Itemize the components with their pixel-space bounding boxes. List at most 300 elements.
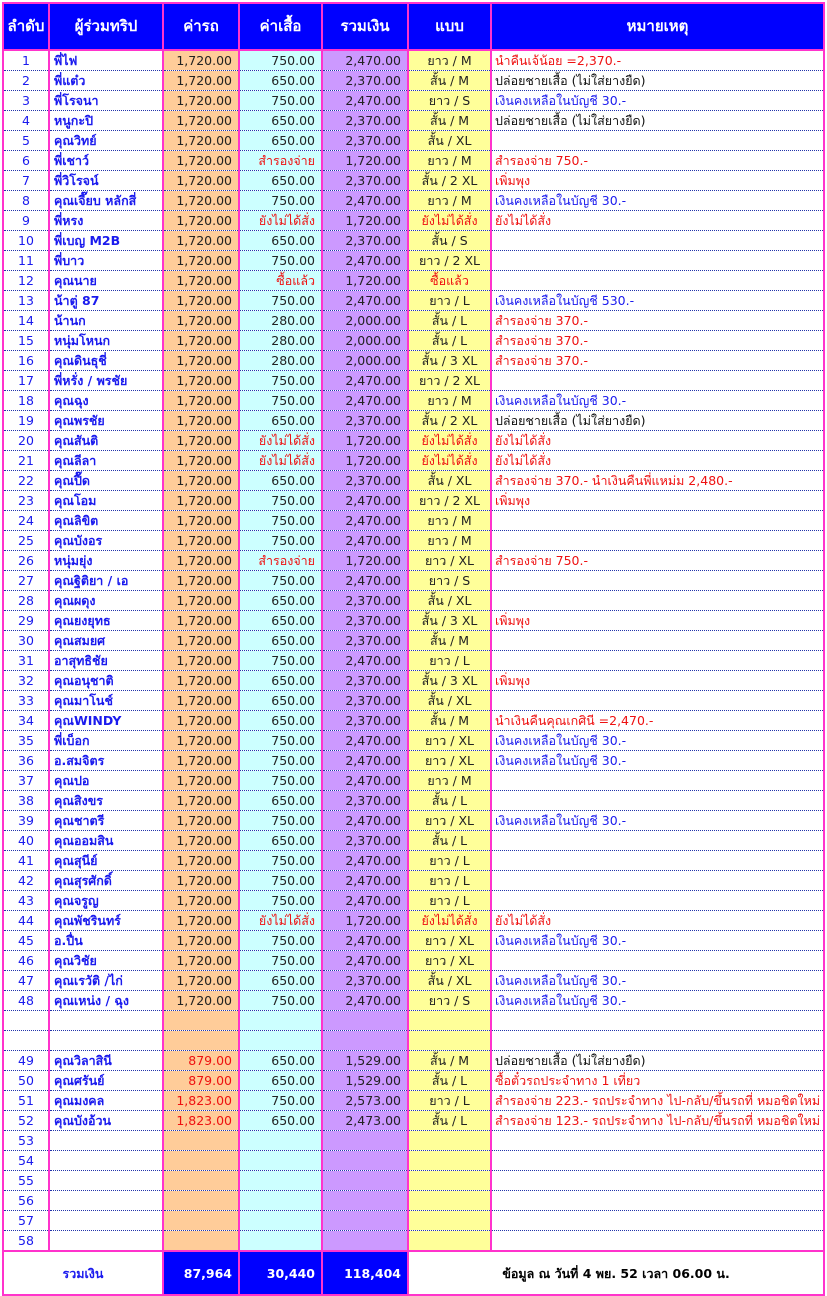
table-row [3,1131,824,1151]
row-shirt-fee: 750.00 [239,571,322,591]
row-note [491,651,824,671]
row-note: เงินคงเหลือในบัญชี 30.- [491,91,824,111]
row-shirt-fee: สำรองจ่าย [239,151,322,171]
row-note: ปล่อยชายเสื้อ (ไม่ใส่ยางยืด) [491,71,824,91]
table-row [3,991,824,1011]
row-note: ปล่อยชายเสื้อ (ไม่ใส่ยางยืด) [491,111,824,131]
table-row [3,391,824,411]
table-row [3,811,824,831]
table-row [3,851,824,871]
row-number: 3 [3,91,49,111]
row-shirt-fee: 650.00 [239,691,322,711]
row-shirt-fee: ซื้อแล้ว [239,271,322,291]
header-note: หมายเหตุ [491,3,824,50]
row-total: 1,720.00 [322,151,408,171]
row-number: 1 [3,50,49,71]
row-note: นำเงินคืนคุณเกศินี =2,470.- [491,711,824,731]
row-shirt-fee: 650.00 [239,631,322,651]
row-number: 33 [3,691,49,711]
row-name: พี่แต๋ว [49,71,163,91]
row-note: สำรองจ่าย 370.- [491,351,824,371]
row-shirt-fee: 650.00 [239,471,322,491]
row-car-fee: 1,720.00 [163,871,239,891]
row-shirt-fee: 750.00 [239,371,322,391]
row-type: ยาว / XL [408,811,491,831]
row-type: ยาว / 2 XL [408,491,491,511]
row-name [49,1171,163,1191]
row-total: 2,470.00 [322,531,408,551]
row-name: คุณบังอร [49,531,163,551]
row-number: 52 [3,1111,49,1131]
row-type [408,1131,491,1151]
row-car-fee: 1,720.00 [163,491,239,511]
row-note [491,1131,824,1151]
row-note: ซื้อตั๋วรถประจำทาง 1 เที่ยว [491,1071,824,1091]
row-note [491,251,824,271]
row-name: คุณโอม [49,491,163,511]
row-total: 2,370.00 [322,631,408,651]
row-shirt-fee: 750.00 [239,251,322,271]
row-type: สั้น / M [408,111,491,131]
row-car-fee [163,1031,239,1051]
table-row [3,911,824,931]
table-row [3,431,824,451]
row-total: 2,370.00 [322,711,408,731]
row-car-fee: 1,720.00 [163,351,239,371]
row-note: สำรองจ่าย 223.- รถประจำทาง ไป-กลับ/ขึ้นรถที่ หมอชิตใหม่ [491,1091,824,1111]
row-number: 29 [3,611,49,631]
row-car-fee: 1,720.00 [163,631,239,651]
row-total: 2,370.00 [322,671,408,691]
table-row [3,471,824,491]
row-note [491,571,824,591]
row-car-fee: 1,720.00 [163,291,239,311]
row-shirt-fee: สำรองจ่าย [239,551,322,571]
row-total: 2,470.00 [322,191,408,211]
row-total [322,1131,408,1151]
row-number: 57 [3,1211,49,1231]
table-row [3,711,824,731]
row-car-fee: 1,720.00 [163,251,239,271]
row-number: 20 [3,431,49,451]
table-row [3,171,824,191]
row-total [322,1211,408,1231]
table-row [3,511,824,531]
row-note [491,1031,824,1051]
table-row [3,531,824,551]
row-number: 38 [3,791,49,811]
row-car-fee: 1,720.00 [163,571,239,591]
row-number: 39 [3,811,49,831]
row-number: 9 [3,211,49,231]
table-row [3,271,824,291]
table-row [3,891,824,911]
row-total: 1,720.00 [322,271,408,291]
row-total: 2,470.00 [322,651,408,671]
row-total: 2,370.00 [322,611,408,631]
row-shirt-fee: 650.00 [239,831,322,851]
row-total [322,1231,408,1252]
row-shirt-fee: 650.00 [239,791,322,811]
row-total: 2,470.00 [322,771,408,791]
row-number: 54 [3,1151,49,1171]
table-row [3,1091,824,1111]
row-name: คุณลีลา [49,451,163,471]
row-total: 2,470.00 [322,811,408,831]
row-car-fee: 1,720.00 [163,91,239,111]
row-shirt-fee: ยังไม่ได้สั่ง [239,211,322,231]
row-type [408,1031,491,1051]
row-name: หนุ่มยุ่ง [49,551,163,571]
row-number [3,1011,49,1031]
row-name [49,1011,163,1031]
row-car-fee: 1,720.00 [163,371,239,391]
table-row [3,771,824,791]
row-shirt-fee: 750.00 [239,731,322,751]
row-type: ยาว / S [408,991,491,1011]
row-number: 31 [3,651,49,671]
row-type: ยังไม่ได้สั่ง [408,211,491,231]
row-number: 26 [3,551,49,571]
row-total: 2,370.00 [322,111,408,131]
row-type [408,1151,491,1171]
row-note: เงินคงเหลือในบัญชี 30.- [491,931,824,951]
row-total: 2,470.00 [322,891,408,911]
row-name [49,1131,163,1151]
table-row [3,871,824,891]
row-type: ยาว / XL [408,931,491,951]
row-total: 1,720.00 [322,911,408,931]
row-type: สั้น / 3 XL [408,351,491,371]
row-shirt-fee: 650.00 [239,111,322,131]
row-shirt-fee: 750.00 [239,871,322,891]
row-note: เงินคงเหลือในบัญชี 530.- [491,291,824,311]
row-name: น้าตู่ 87 [49,291,163,311]
table-row [3,491,824,511]
row-number: 41 [3,851,49,871]
row-car-fee: 1,720.00 [163,50,239,71]
row-name: หนุ่มโหนก [49,331,163,351]
row-name: คุณชาตรี [49,811,163,831]
table-row [3,71,824,91]
row-car-fee: 1,720.00 [163,591,239,611]
row-name: พี่เบญ M2B [49,231,163,251]
row-note [491,271,824,291]
row-name: น้านก [49,311,163,331]
row-name: คุณพัชรินทร์ [49,911,163,931]
row-name: คุณสุนีย์ [49,851,163,871]
row-number: 37 [3,771,49,791]
row-total: 2,470.00 [322,291,408,311]
row-total: 1,529.00 [322,1071,408,1091]
row-name: คุณปื๊ด [49,471,163,491]
row-shirt-fee: 280.00 [239,311,322,331]
row-shirt-fee: 750.00 [239,291,322,311]
row-car-fee: 1,720.00 [163,991,239,1011]
row-number: 5 [3,131,49,151]
row-total: 2,470.00 [322,50,408,71]
row-type: สั้น / M [408,71,491,91]
row-name: อ.สมจิตร [49,751,163,771]
row-car-fee [163,1151,239,1171]
row-note [491,231,824,251]
row-shirt-fee: 650.00 [239,611,322,631]
row-type: ยาว / S [408,91,491,111]
table-row [3,91,824,111]
table-row [3,631,824,651]
row-note: สำรองจ่าย 750.- [491,551,824,571]
row-car-fee: 1,720.00 [163,531,239,551]
row-note [491,1191,824,1211]
row-total: 2,573.00 [322,1091,408,1111]
row-note: เพิ่มพุง [491,491,824,511]
table-row [3,651,824,671]
row-number: 14 [3,311,49,331]
row-total: 2,370.00 [322,71,408,91]
row-car-fee: 1,720.00 [163,811,239,831]
row-shirt-fee: 650.00 [239,971,322,991]
row-shirt-fee: 750.00 [239,951,322,971]
row-number: 7 [3,171,49,191]
row-name: คุณฐิติยา / เอ [49,571,163,591]
row-type: ยาว / L [408,651,491,671]
row-shirt-fee: 750.00 [239,491,322,511]
row-car-fee: 1,720.00 [163,971,239,991]
row-note: เงินคงเหลือในบัญชี 30.- [491,731,824,751]
row-car-fee: 1,720.00 [163,551,239,571]
row-number: 6 [3,151,49,171]
row-type: สั้น / M [408,1051,491,1071]
row-car-fee: 1,720.00 [163,111,239,131]
row-shirt-fee: 750.00 [239,50,322,71]
row-note: เงินคงเหลือในบัญชี 30.- [491,971,824,991]
row-number: 28 [3,591,49,611]
row-number: 23 [3,491,49,511]
row-total: 2,470.00 [322,371,408,391]
row-name: พี่บาว [49,251,163,271]
row-shirt-fee: ยังไม่ได้สั่ง [239,431,322,451]
row-number: 13 [3,291,49,311]
row-type: ยาว / L [408,891,491,911]
row-car-fee: 1,720.00 [163,331,239,351]
row-total: 2,000.00 [322,311,408,331]
row-number: 21 [3,451,49,471]
row-number: 53 [3,1131,49,1151]
row-type: สั้น / XL [408,691,491,711]
row-name: คุณออมสิน [49,831,163,851]
row-name: คุณมงคล [49,1091,163,1111]
row-name: คุณพรชัย [49,411,163,431]
row-car-fee: 1,720.00 [163,911,239,931]
row-type: ซื้อแล้ว [408,271,491,291]
row-number: 58 [3,1231,49,1252]
row-car-fee: 1,720.00 [163,711,239,731]
row-total: 2,370.00 [322,691,408,711]
row-name: คุณวิชัย [49,951,163,971]
row-car-fee: 1,823.00 [163,1091,239,1111]
row-shirt-fee [239,1151,322,1171]
row-shirt-fee: 650.00 [239,231,322,251]
row-total: 2,470.00 [322,991,408,1011]
row-type: ยาว / 2 XL [408,371,491,391]
row-total: 2,000.00 [322,351,408,371]
row-note: เงินคงเหลือในบัญชี 30.- [491,811,824,831]
row-car-fee: 1,720.00 [163,411,239,431]
footer-shirt-sum: 30,440 [239,1251,322,1295]
row-note: ยังไม่ได้สั่ง [491,211,824,231]
row-car-fee: 1,720.00 [163,891,239,911]
row-number: 56 [3,1191,49,1211]
row-number: 25 [3,531,49,551]
row-name: คุณวิทย์ [49,131,163,151]
table-row [3,1051,824,1071]
row-name: คุณมาโนช์ [49,691,163,711]
row-type: ยาว / L [408,851,491,871]
row-number: 30 [3,631,49,651]
row-note: เงินคงเหลือในบัญชี 30.- [491,991,824,1011]
table-row [3,1211,824,1231]
row-total: 2,370.00 [322,411,408,431]
row-note [491,951,824,971]
table-row [3,731,824,751]
spacer-row [3,1011,824,1031]
row-shirt-fee [239,1131,322,1151]
row-note [491,1211,824,1231]
row-name [49,1191,163,1211]
row-name: คุณศรันย์ [49,1071,163,1091]
row-shirt-fee: 650.00 [239,711,322,731]
row-number: 44 [3,911,49,931]
row-number: 22 [3,471,49,491]
table-row [3,751,824,771]
row-number: 34 [3,711,49,731]
row-total: 2,370.00 [322,171,408,191]
row-note [491,871,824,891]
row-name: คุณอนุชาติ [49,671,163,691]
row-car-fee: 879.00 [163,1051,239,1071]
row-total: 2,370.00 [322,131,408,151]
row-type: สั้น / L [408,311,491,331]
header-total: รวมเงิน [322,3,408,50]
row-note [491,131,824,151]
table-row [3,591,824,611]
row-type: ยังไม่ได้สั่ง [408,451,491,471]
table-row [3,1191,824,1211]
row-total: 2,470.00 [322,91,408,111]
row-total: 2,370.00 [322,971,408,991]
row-type: สั้น / 2 XL [408,411,491,431]
row-total: 2,370.00 [322,831,408,851]
row-name: คุณเจี๊ยบ หลักสี่ [49,191,163,211]
row-number: 43 [3,891,49,911]
row-shirt-fee: 280.00 [239,351,322,371]
row-note [491,1151,824,1171]
table-body [3,50,824,1251]
row-note: ยังไม่ได้สั่ง [491,911,824,931]
row-total: 1,720.00 [322,211,408,231]
footer-data-timestamp: ข้อมูล ณ วันที่ 4 พย. 52 เวลา 06.00 น. [408,1251,824,1295]
row-name [49,1211,163,1231]
row-note [491,1011,824,1031]
row-name: คุณเหน่ง / ฉุง [49,991,163,1011]
row-car-fee: 1,720.00 [163,671,239,691]
row-type: ยาว / XL [408,751,491,771]
row-note: เพิ่มพุง [491,671,824,691]
row-name: คุณWINDY [49,711,163,731]
header-row [3,3,824,50]
row-name: พี่หรง [49,211,163,231]
row-name: คุณเรวัติ /ไก่ [49,971,163,991]
row-car-fee: 1,720.00 [163,451,239,471]
row-shirt-fee: 650.00 [239,1071,322,1091]
row-total: 1,720.00 [322,551,408,571]
row-type: ยาว / L [408,871,491,891]
row-total [322,1191,408,1211]
row-note [491,591,824,611]
row-name: พี่หรั่ง / พรชัย [49,371,163,391]
table-row [3,111,824,131]
row-number: 36 [3,751,49,771]
row-number: 47 [3,971,49,991]
row-total: 2,470.00 [322,491,408,511]
table-row [3,611,824,631]
row-type: สั้น / M [408,711,491,731]
header-car-fee: ค่ารถ [163,3,239,50]
row-number: 4 [3,111,49,131]
trip-expense-table [2,2,825,1296]
row-number: 12 [3,271,49,291]
row-car-fee: 1,720.00 [163,71,239,91]
row-type: สั้น / L [408,791,491,811]
header-name: ผู้ร่วมทริป [49,3,163,50]
row-car-fee: 1,720.00 [163,511,239,531]
row-shirt-fee: 650.00 [239,131,322,151]
row-total: 2,470.00 [322,731,408,751]
row-note [491,371,824,391]
header-type: แบบ [408,3,491,50]
table-row [3,131,824,151]
row-shirt-fee: 650.00 [239,1051,322,1071]
row-car-fee: 1,720.00 [163,231,239,251]
row-total: 2,470.00 [322,571,408,591]
row-type: ยังไม่ได้สั่ง [408,431,491,451]
row-car-fee: 1,720.00 [163,851,239,871]
row-note: เงินคงเหลือในบัญชี 30.- [491,751,824,771]
row-type: ยาว / M [408,50,491,71]
row-number: 19 [3,411,49,431]
row-type: ยาว / L [408,291,491,311]
table-row [3,211,824,231]
row-number: 15 [3,331,49,351]
row-total: 2,470.00 [322,511,408,531]
row-type: ยาว / M [408,511,491,531]
footer-grand-total: 118,404 [322,1251,408,1295]
row-note: สำรองจ่าย 123.- รถประจำทาง ไป-กลับ/ขึ้นรถที่ หมอชิตใหม่ [491,1111,824,1131]
header-no: ลำดับ [3,3,49,50]
row-type: สั้น / XL [408,971,491,991]
row-car-fee: 1,823.00 [163,1111,239,1131]
row-type: ยาว / S [408,571,491,591]
table-row [3,671,824,691]
table-row [3,831,824,851]
row-note: เงินคงเหลือในบัญชี 30.- [491,391,824,411]
row-shirt-fee: 750.00 [239,991,322,1011]
row-type: ยาว / XL [408,951,491,971]
row-car-fee [163,1131,239,1151]
row-car-fee: 1,720.00 [163,831,239,851]
table-row [3,291,824,311]
row-total: 1,720.00 [322,431,408,451]
